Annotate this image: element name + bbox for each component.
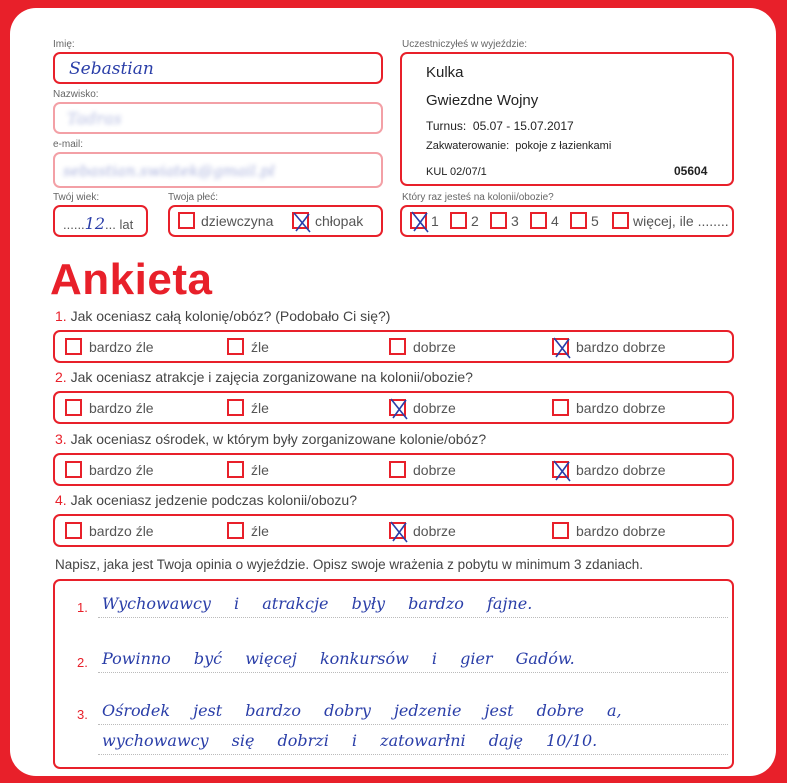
times-option-label: 3 (511, 212, 519, 229)
answer-option-label: dobrze (413, 522, 456, 539)
answer-option-label: źle (251, 399, 269, 416)
gender-option-label: chłopak (315, 212, 364, 229)
times-option-label: 4 (551, 212, 559, 229)
checkbox[interactable] (612, 212, 629, 229)
gender-option-label: dziewczyna (201, 212, 274, 229)
check-mark-icon (551, 336, 573, 360)
age-value: 12 (84, 214, 106, 233)
checkbox[interactable] (389, 461, 406, 478)
accommodation-value: pokoje z łazienkami (515, 140, 612, 152)
answer-option-label: bardzo dobrze (576, 522, 666, 539)
answer-option-label: źle (251, 461, 269, 478)
check-mark-icon (409, 210, 431, 234)
opinion-line-text: Ośrodek jest bardzo dobry jedzenie jest dobre a, (102, 701, 622, 720)
survey-title: Ankieta (50, 255, 213, 304)
name-value: Sebastian (69, 59, 154, 79)
check-mark-icon (291, 210, 313, 234)
checkbox-checked[interactable] (552, 461, 569, 478)
answer-option[interactable] (65, 399, 154, 416)
email-field[interactable] (53, 152, 383, 188)
answer-option[interactable] (552, 399, 666, 416)
opinion-line-rule (98, 672, 728, 673)
answer-option-label: bardzo źle (89, 338, 154, 355)
opinion-line-text: Wychowawcy i atrakcje były bardzo fajne. (102, 594, 533, 613)
times-option-label: 5 (591, 212, 599, 229)
question-label: Jak oceniasz jedzenie podczas kolonii/obozu? (70, 492, 357, 508)
answer-option-label: bardzo dobrze (576, 399, 666, 416)
answer-option-label: bardzo źle (89, 522, 154, 539)
times-option-label: 1 (431, 212, 439, 229)
times-option-label: więcej, ile ........ (633, 212, 729, 229)
gender-label: Twoja płeć: (168, 192, 219, 203)
checkbox[interactable] (227, 338, 244, 355)
opinion-line-rule (98, 724, 728, 725)
name-label: Imię: (53, 39, 75, 50)
answer-option[interactable] (552, 338, 666, 355)
question-number: 2. (55, 369, 67, 385)
checkbox[interactable] (65, 338, 82, 355)
checkbox-checked[interactable] (552, 338, 569, 355)
opinion-prompt: Napisz, jaka jest Twoja opinia o wyjeździe. Opisz swoje wrażenia z pobytu w minimum 3 zdaniach. (55, 557, 644, 572)
times-field (400, 205, 734, 237)
answer-option-label: dobrze (413, 399, 456, 416)
name-field[interactable] (53, 52, 383, 84)
opinion-line-rule (98, 754, 728, 755)
answer-row (53, 391, 734, 424)
answer-option[interactable] (389, 399, 456, 416)
age-field[interactable] (53, 205, 148, 237)
times-option-3[interactable] (490, 212, 519, 229)
times-option-1[interactable] (410, 212, 439, 229)
times-option-5[interactable] (570, 212, 599, 229)
checkbox[interactable] (552, 522, 569, 539)
surname-field[interactable] (53, 102, 383, 134)
survey-sheet (10, 8, 776, 776)
question-text (55, 308, 390, 324)
times-option-4[interactable] (530, 212, 559, 229)
answer-option-label: bardzo dobrze (576, 461, 666, 478)
question-label: Jak oceniasz atrakcje i zajęcia zorganizowane na kolonii/obozie? (70, 369, 473, 385)
age-prefix: ...... (63, 217, 85, 232)
checkbox[interactable] (65, 399, 82, 416)
question-label: Jak oceniasz całą kolonię/obóz? (Podobało Ci się?) (70, 308, 391, 324)
email-label: e-mail: (53, 139, 84, 150)
age-label: Twój wiek: (53, 192, 100, 203)
opinion-line-rule (98, 617, 728, 618)
trip-org: Kulka (426, 64, 464, 81)
turnus-value: 05.07 - 15.07.2017 (472, 119, 574, 133)
checkbox[interactable] (389, 338, 406, 355)
answer-option[interactable] (389, 522, 456, 539)
checkbox-checked[interactable] (389, 522, 406, 539)
question-number: 4. (55, 492, 67, 508)
times-option-label: 2 (471, 212, 479, 229)
question-text (55, 369, 473, 385)
gender-option-female[interactable] (178, 212, 273, 229)
answer-row (53, 453, 734, 486)
trip-info-box (400, 52, 734, 186)
answer-option[interactable] (389, 338, 456, 355)
answer-option-label: źle (251, 522, 269, 539)
question-label: Jak oceniasz ośrodek, w którym były zorganizowane kolonie/obóz? (70, 431, 487, 447)
check-mark-icon (551, 459, 573, 483)
checkbox-checked[interactable] (410, 212, 427, 229)
times-label: Który raz jesteś na kolonii/obozie? (402, 192, 554, 203)
checkbox[interactable] (227, 461, 244, 478)
question-number: 1. (55, 308, 67, 324)
checkbox[interactable] (530, 212, 547, 229)
gender-option-male[interactable] (292, 212, 363, 229)
answer-option[interactable] (227, 461, 269, 478)
answer-option-label: źle (251, 338, 269, 355)
question-number: 3. (55, 431, 67, 447)
checkbox[interactable] (450, 212, 467, 229)
checkbox-checked[interactable] (292, 212, 309, 229)
answer-option[interactable] (552, 461, 666, 478)
answer-option[interactable] (227, 399, 269, 416)
checkbox[interactable] (178, 212, 195, 229)
trip-title: Gwiezdne Wojny (426, 92, 539, 109)
checkbox[interactable] (227, 522, 244, 539)
checkbox[interactable] (65, 461, 82, 478)
answer-row (53, 330, 734, 363)
trip-number: 05604 (674, 164, 708, 178)
answer-option-label: dobrze (413, 461, 456, 478)
times-option-more[interactable] (612, 212, 729, 229)
trip-code: KUL 02/07/1 (426, 166, 487, 178)
answer-option[interactable] (65, 522, 154, 539)
answer-option[interactable] (65, 338, 154, 355)
checkbox[interactable] (552, 399, 569, 416)
answer-option[interactable] (552, 522, 666, 539)
answer-option[interactable] (227, 522, 269, 539)
check-mark-icon (388, 397, 410, 421)
email-value: sebastian.swiatek@gmail.pl (63, 162, 275, 180)
checkbox-checked[interactable] (389, 399, 406, 416)
opinion-line-text: wychowawcy się dobrzi i zatowarłni daję 10/10. (102, 731, 598, 750)
opinion-line-number: 2. (77, 655, 88, 670)
checkbox[interactable] (227, 399, 244, 416)
answer-option-label: bardzo źle (89, 461, 154, 478)
checkbox[interactable] (490, 212, 507, 229)
surname-label: Nazwisko: (53, 89, 99, 100)
answer-option[interactable] (389, 461, 456, 478)
age-suffix: ... lat (105, 217, 134, 232)
opinion-line-text: Powinno być więcej konkursów i gier Gadów. (102, 649, 575, 668)
answer-option[interactable] (227, 338, 269, 355)
answer-row (53, 514, 734, 547)
question-text (55, 492, 357, 508)
opinion-line-number: 1. (77, 600, 88, 615)
gender-field (168, 205, 383, 237)
answer-option-label: dobrze (413, 338, 456, 355)
turnus-label: Turnus: (426, 119, 467, 133)
trip-accommodation (426, 140, 611, 152)
answer-option-label: bardzo dobrze (576, 338, 666, 355)
trip-turnus (426, 119, 574, 133)
opinion-line-number: 3. (77, 707, 88, 722)
check-mark-icon (388, 520, 410, 544)
checkbox[interactable] (65, 522, 82, 539)
trip-label: Uczestniczyłeś w wyjeździe: (402, 39, 528, 50)
surname-value: Tadras (67, 109, 122, 128)
answer-option[interactable] (65, 461, 154, 478)
times-option-2[interactable] (450, 212, 479, 229)
accommodation-label: Zakwaterowanie: (426, 140, 510, 152)
answer-option-label: bardzo źle (89, 399, 154, 416)
question-text (55, 431, 486, 447)
checkbox[interactable] (570, 212, 587, 229)
